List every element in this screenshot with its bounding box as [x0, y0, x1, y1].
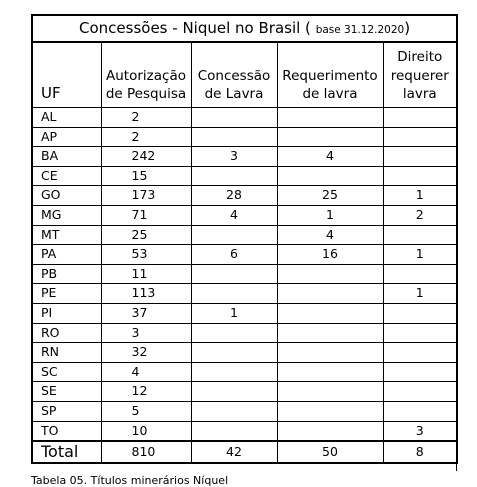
- cell-requerimento: [277, 284, 383, 304]
- cell-concessao: 28: [191, 186, 277, 206]
- cell-uf: PA: [32, 245, 101, 265]
- cell-direito: [383, 382, 457, 402]
- cell-autorizacao: 4: [101, 362, 191, 382]
- cell-autorizacao: 242: [101, 147, 191, 167]
- cell-direito: [383, 225, 457, 245]
- cell-uf: AL: [32, 108, 101, 128]
- cell-requerimento: [277, 343, 383, 363]
- cell-concessao: [191, 382, 277, 402]
- table-title: [32, 15, 457, 42]
- cell-concessao: [191, 127, 277, 147]
- table-title-base-date: base 31.12.2020: [315, 24, 405, 36]
- cell-direito: 1: [383, 186, 457, 206]
- cell-uf: SE: [32, 382, 101, 402]
- cell-concessao: 3: [191, 147, 277, 167]
- cell-requerimento: [277, 401, 383, 421]
- cell-autorizacao: 5: [101, 401, 191, 421]
- cell-concessao: [191, 108, 277, 128]
- table-row: [32, 362, 457, 382]
- cell-uf: SP: [32, 401, 101, 421]
- cell-uf: MT: [32, 225, 101, 245]
- table-row: [32, 303, 457, 323]
- table-title-close: ): [404, 19, 411, 37]
- cell-autorizacao: 2: [101, 127, 191, 147]
- cell-requerimento: [277, 264, 383, 284]
- cell-uf: SC: [32, 362, 101, 382]
- cell-requerimento: 16: [277, 245, 383, 265]
- cell-uf: PI: [32, 303, 101, 323]
- table-row: [32, 147, 457, 167]
- cell-requerimento: [277, 303, 383, 323]
- cell-autorizacao: 25: [101, 225, 191, 245]
- cell-autorizacao: 53: [101, 245, 191, 265]
- cell-autorizacao: 12: [101, 382, 191, 402]
- table-row: [32, 166, 457, 186]
- cell-concessao: [191, 343, 277, 363]
- cell-requerimento: 4: [277, 225, 383, 245]
- cell-direito: [383, 108, 457, 128]
- cell-uf: RN: [32, 343, 101, 363]
- header-autorizacao: Autorização de Pesquisa: [101, 42, 191, 108]
- table-row: [32, 401, 457, 421]
- cell-concessao: [191, 401, 277, 421]
- cell-uf: PB: [32, 264, 101, 284]
- table-row: [32, 421, 457, 441]
- cell-requerimento: [277, 362, 383, 382]
- table-row: [32, 225, 457, 245]
- cell-direito: [383, 166, 457, 186]
- cell-requerimento: 25: [277, 186, 383, 206]
- cell-direito: [383, 323, 457, 343]
- table-row: [32, 127, 457, 147]
- cell-direito: [383, 401, 457, 421]
- cell-concessao: [191, 323, 277, 343]
- cell-requerimento: 1: [277, 205, 383, 225]
- table-row: [32, 186, 457, 206]
- cell-concessao: 6: [191, 245, 277, 265]
- total-concessao: 42: [191, 441, 277, 463]
- cell-direito: [383, 362, 457, 382]
- cell-concessao: [191, 166, 277, 186]
- table-row: [32, 205, 457, 225]
- table-row: [32, 108, 457, 128]
- header-row: [32, 42, 457, 108]
- total-row: [32, 441, 457, 463]
- cell-requerimento: [277, 108, 383, 128]
- cell-requerimento: [277, 127, 383, 147]
- cell-concessao: [191, 225, 277, 245]
- table-title-row: [32, 15, 457, 42]
- cell-autorizacao: 71: [101, 205, 191, 225]
- table-title-main: Concessões - Niquel no Brasil (: [79, 19, 311, 37]
- cell-autorizacao: 37: [101, 303, 191, 323]
- cell-concessao: 1: [191, 303, 277, 323]
- cell-uf: TO: [32, 421, 101, 441]
- cell-autorizacao: 32: [101, 343, 191, 363]
- cell-requerimento: [277, 323, 383, 343]
- cell-direito: [383, 127, 457, 147]
- cell-concessao: [191, 362, 277, 382]
- cell-uf: AP: [32, 127, 101, 147]
- cell-uf: CE: [32, 166, 101, 186]
- header-concessao: Concessão de Lavra: [191, 42, 277, 108]
- total-autorizacao: 810: [101, 441, 191, 463]
- cell-autorizacao: 2: [101, 108, 191, 128]
- cell-requerimento: [277, 166, 383, 186]
- cell-uf: MG: [32, 205, 101, 225]
- table-row: [32, 245, 457, 265]
- total-direito: 8: [383, 441, 457, 463]
- cell-concessao: [191, 284, 277, 304]
- border-fragment: [456, 455, 457, 471]
- cell-direito: [383, 343, 457, 363]
- cell-concessao: [191, 264, 277, 284]
- cell-uf: GO: [32, 186, 101, 206]
- cell-uf: PE: [32, 284, 101, 304]
- cell-autorizacao: 11: [101, 264, 191, 284]
- table-caption: Tabela 05. Títulos minerários Níquel: [31, 474, 229, 487]
- table-row: [32, 343, 457, 363]
- header-uf: UF: [32, 42, 101, 108]
- cell-direito: 1: [383, 284, 457, 304]
- cell-autorizacao: 15: [101, 166, 191, 186]
- table-row: [32, 284, 457, 304]
- header-direito: Direito requerer lavra: [383, 42, 457, 108]
- cell-requerimento: 4: [277, 147, 383, 167]
- cell-uf: BA: [32, 147, 101, 167]
- cell-requerimento: [277, 421, 383, 441]
- concessions-table: [31, 14, 458, 464]
- cell-concessao: [191, 421, 277, 441]
- cell-autorizacao: 173: [101, 186, 191, 206]
- cell-uf: RO: [32, 323, 101, 343]
- cell-requerimento: [277, 382, 383, 402]
- cell-direito: [383, 264, 457, 284]
- total-uf: Total: [32, 441, 101, 463]
- cell-autorizacao: 113: [101, 284, 191, 304]
- cell-direito: 1: [383, 245, 457, 265]
- cell-direito: [383, 147, 457, 167]
- table-row: [32, 382, 457, 402]
- cell-autorizacao: 3: [101, 323, 191, 343]
- table-row: [32, 323, 457, 343]
- cell-direito: 2: [383, 205, 457, 225]
- cell-autorizacao: 10: [101, 421, 191, 441]
- total-requerimento: 50: [277, 441, 383, 463]
- cell-direito: 3: [383, 421, 457, 441]
- header-requerimento: Requerimento de lavra: [277, 42, 383, 108]
- table-row: [32, 264, 457, 284]
- cell-concessao: 4: [191, 205, 277, 225]
- cell-direito: [383, 303, 457, 323]
